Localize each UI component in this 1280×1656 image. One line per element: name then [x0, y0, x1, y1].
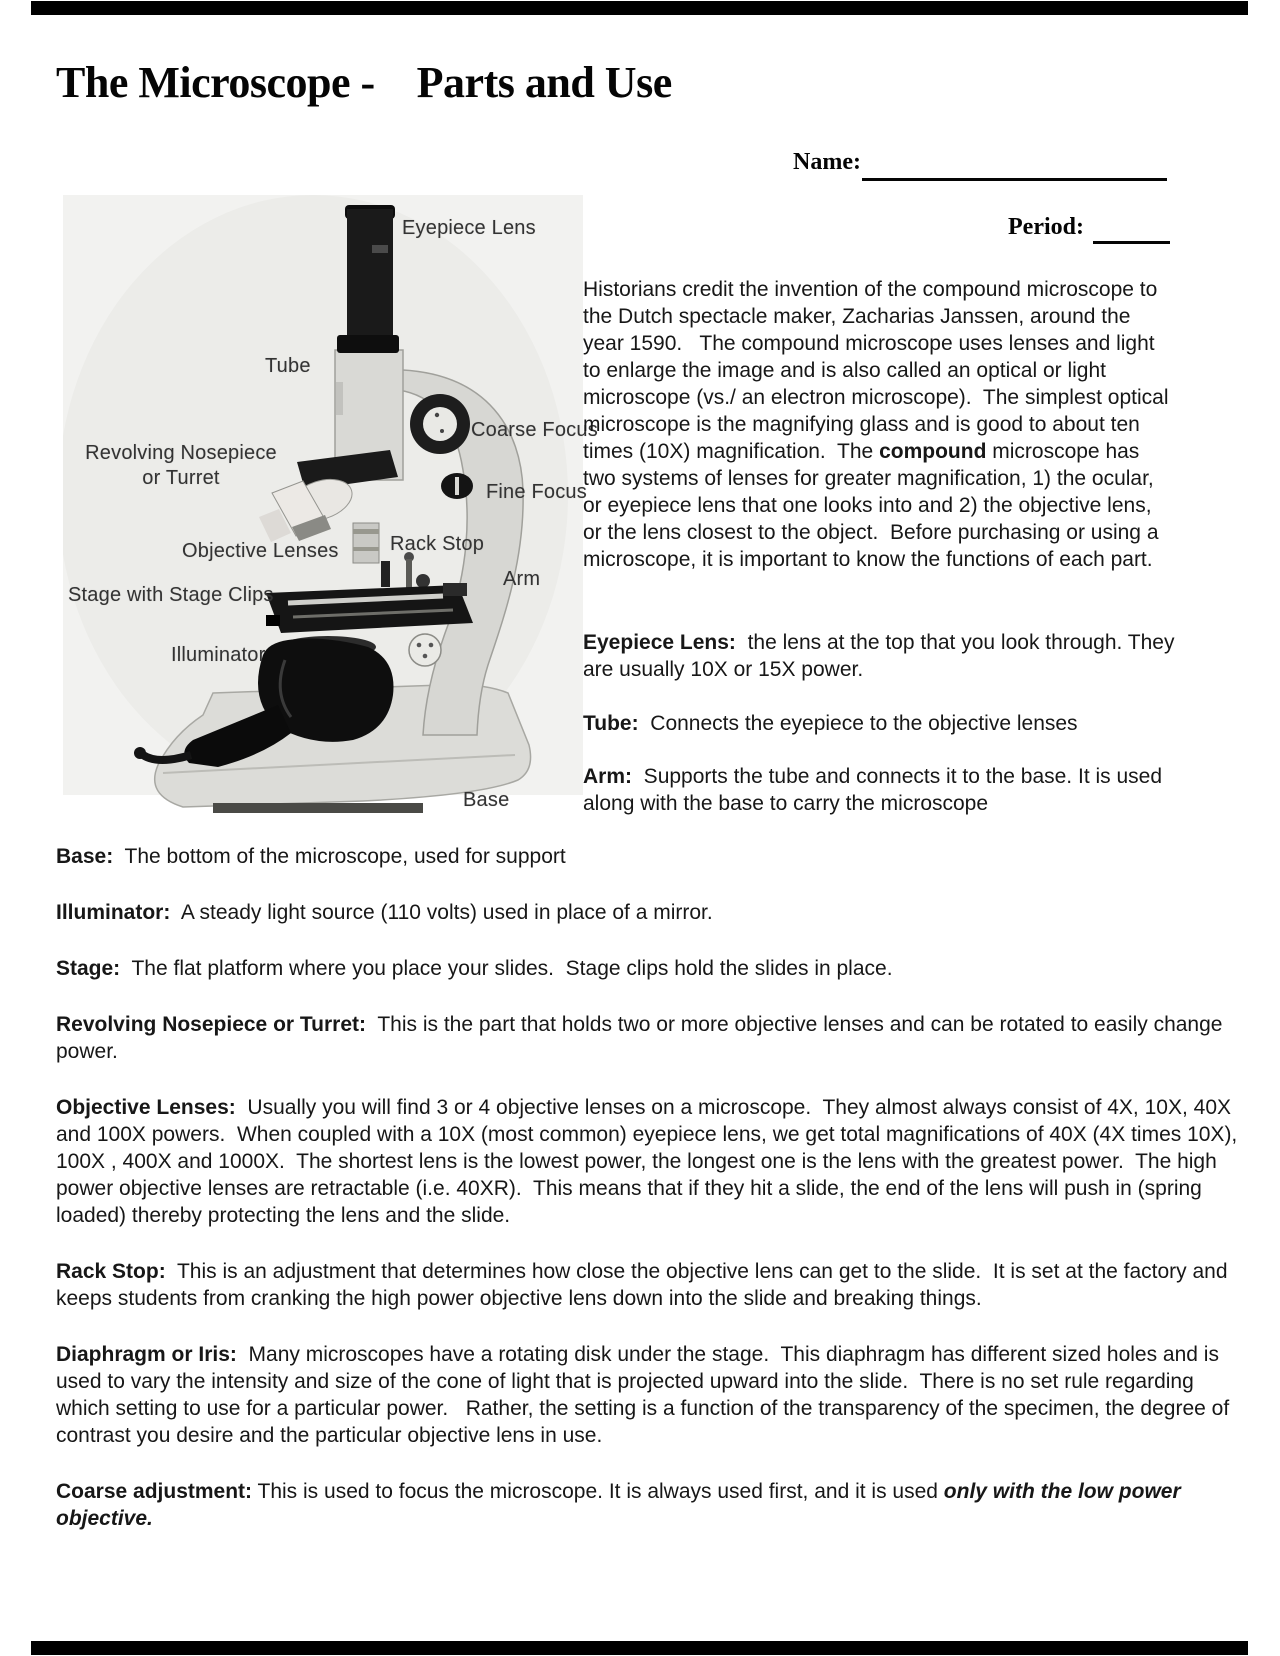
definition-term: Arm:	[583, 765, 633, 788]
definition-body: Usually you will find 3 or 4 objective lenses on a microscope. They almost always consist of 4X, 10X, 40X and 100X powers. When coupled with a 10X (most common) eyepiece lens, we get total magnifications of 40X (4X times 10X), 100X , 400X and 1000X. The shortest lens is the lowest power, the longest one is the lens with the greatest power. The high power objective lenses are retractable (i.e. 40XR). This means that if they hit a slide, the end of the lens will push in (spring loaded) thereby protecting the lens and the slide.	[56, 1096, 1244, 1227]
figure-label-illuminator: Illuminator	[171, 644, 266, 666]
definition-body: This is an adjustment that determines how close the objective lens can get to the slide. It is set at the factory and keeps students from cranking the high power objective lens down into the slide and breaking things.	[56, 1260, 1234, 1310]
coarse-focus-knob-graphic	[410, 394, 470, 454]
definition-item	[56, 899, 1238, 926]
definition-body: Supports the tube and connects it to the base. It is used along with the base to carry the microscope	[583, 765, 1168, 815]
definition-item	[56, 1094, 1244, 1229]
page-title: The Microscope - Parts and Use	[56, 58, 672, 107]
definition-emphasis: only with the low power objective.	[56, 1480, 1187, 1530]
definition-body: This is the part that holds two or more objective lenses and can be rotated to easily change power.	[56, 1013, 1229, 1063]
intro-text-post: microscope has two systems of lenses for greater magnification, 1) the ocular, or eyepiece lens that one looks into and 2) the objective lens, or the lens closest to the object. Before purchasing or using a microscope, it is important to know the functions of each part.	[583, 440, 1165, 571]
figure-label-revolving-nosepiece-line2: or Turret	[142, 467, 220, 489]
figure-label-base: Base	[463, 789, 510, 811]
figure-label-objective-lenses: Objective Lenses	[182, 540, 339, 562]
definition-body: This is used to focus the microscope. It is always used first, and it is used	[252, 1480, 944, 1503]
figure-label-fine-focus: Fine Focus	[486, 481, 587, 503]
definition-term: Tube:	[583, 712, 639, 735]
intro-text-pre: Historians credit the invention of the compound microscope to the Dutch spectacle maker, Zacharias Janssen, around the year 1590. The compound microscope uses lenses and light to enlarge the image and is also called an optical or light microscope (vs./ an electron microscope). The simplest optical microscope is the magnifying glass and is good to about ten times (10X) magnification. The	[583, 278, 1175, 463]
definition-item	[56, 1011, 1238, 1065]
definition-term: Objective Lenses:	[56, 1096, 236, 1119]
definition-body: The bottom of the microscope, used for support	[113, 845, 566, 868]
microscope-photo	[63, 195, 583, 820]
intro-text-bold-compound: compound	[879, 440, 987, 463]
definition-term: Coarse adjustment:	[56, 1480, 253, 1503]
figure-label-arm: Arm	[503, 568, 541, 590]
intro-paragraph	[583, 276, 1175, 573]
period-label: Period:	[1008, 214, 1084, 240]
definition-term: Base:	[56, 845, 114, 868]
scan-edge-bottom	[31, 1641, 1248, 1655]
definition-body: A steady light source (110 volts) used in place of a mirror.	[170, 901, 713, 924]
scan-edge-top	[31, 1, 1248, 15]
definition-item	[56, 843, 1238, 870]
fine-focus-knob-graphic	[441, 473, 473, 499]
definition-term: Revolving Nosepiece or Turret:	[56, 1013, 367, 1036]
name-blank-line	[862, 153, 1167, 181]
definition-term: Diaphragm or Iris:	[56, 1343, 237, 1366]
definition-tube	[583, 710, 1175, 737]
definition-arm	[583, 763, 1175, 817]
figure-label-revolving-nosepiece	[85, 441, 277, 491]
definition-term: Stage:	[56, 957, 121, 980]
name-label: Name:	[793, 149, 861, 175]
figure-label-coarse-focus: Coarse Focus	[471, 419, 598, 441]
definition-term: Rack Stop:	[56, 1260, 166, 1283]
definition-body: The flat platform where you place your slides. Stage clips hold the slides in place.	[120, 957, 893, 980]
objective-lens-graphic	[353, 523, 379, 563]
figure-label-stage: Stage with Stage Clips	[68, 584, 274, 606]
definition-body: Connects the eyepiece to the objective lenses	[638, 712, 1078, 735]
definition-body: the lens at the top that you look through. They are usually 10X or 15X power.	[583, 631, 1181, 681]
definition-item	[56, 955, 1238, 982]
definition-term: Illuminator:	[56, 901, 171, 924]
definition-item	[56, 1341, 1238, 1449]
definition-term: Eyepiece Lens:	[583, 631, 736, 654]
figure-label-rack-stop: Rack Stop	[390, 533, 485, 555]
period-blank-line	[1093, 215, 1170, 244]
definition-eyepiece-lens	[583, 629, 1181, 683]
figure-label-revolving-nosepiece-line1: Revolving Nosepiece	[85, 442, 277, 464]
definitions-list	[56, 843, 1244, 1561]
microscope-figure	[63, 195, 598, 820]
figure-label-tube: Tube	[265, 355, 311, 377]
definition-body: Many microscopes have a rotating disk under the stage. This diaphragm has different sized holes and is used to vary the intensity and size of the cone of light that is projected upward into the slide. There is no set rule regarding which setting to use for a particular power. Rather, the setting is a function of the transparency of the specimen, the degree of contrast you desire and the particular objective lens in use.	[56, 1343, 1236, 1447]
definition-item	[56, 1478, 1238, 1532]
definition-item	[56, 1258, 1238, 1312]
figure-label-eyepiece-lens: Eyepiece Lens	[402, 217, 536, 239]
